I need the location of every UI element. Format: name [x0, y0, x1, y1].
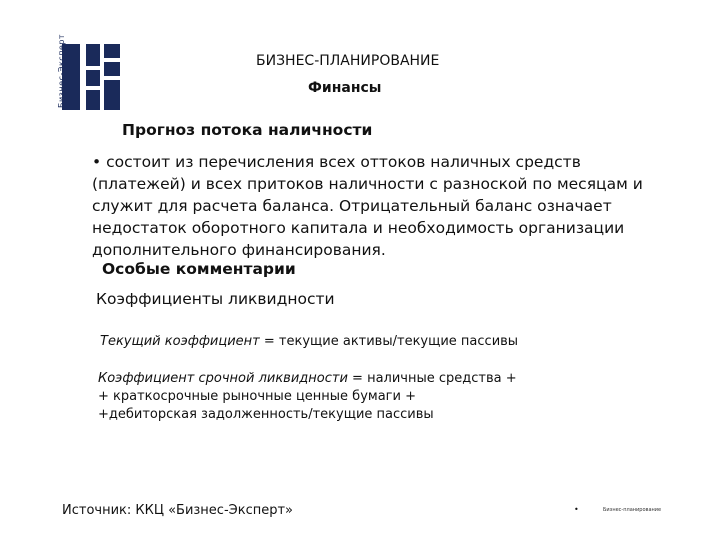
special-comments-title: Особые комментарии	[102, 260, 296, 278]
current-ratio-term: Текущий коэффициент	[100, 334, 260, 349]
quick-ratio-term: Коэффициент срочной ликвидности	[98, 371, 348, 386]
quick-ratio-formula	[98, 370, 517, 424]
quick-ratio-line3: +дебиторская задолженность/текущие пассивы	[98, 407, 434, 422]
company-logo	[56, 44, 124, 110]
current-ratio-definition: = текущие активы/текущие пассивы	[259, 334, 519, 349]
quick-ratio-line1: = наличные средства +	[347, 371, 517, 386]
quick-ratio-line2: + краткосрочные рыночные ценные бумаги +	[98, 389, 416, 404]
header-title: БИЗНЕС-ПЛАНИРОВАНИЕ	[256, 53, 440, 69]
footer-caption: Бизнес-планирование	[603, 507, 662, 513]
liquidity-ratios-title: Коэффициенты ликвидности	[96, 290, 335, 308]
logo-side-text: Бизнес-Эксперт	[57, 33, 66, 108]
current-ratio-formula	[100, 334, 518, 349]
footer-bullet: •	[574, 505, 579, 514]
source-note: Источник: ККЦ «Бизнес-Эксперт»	[62, 503, 293, 518]
header-subtitle: Финансы	[308, 80, 382, 96]
section-title: Прогноз потока наличности	[122, 121, 373, 139]
cash-flow-bullet: • состоит из перечисления всех оттоков наличных средств (платежей) и всех притоков наличности с разноской по месяцам и служит для расчета баланса. Отрицательный баланс означает недостаток оборотного капитала и необходимость организации дополнительного финансирования.	[92, 153, 643, 259]
